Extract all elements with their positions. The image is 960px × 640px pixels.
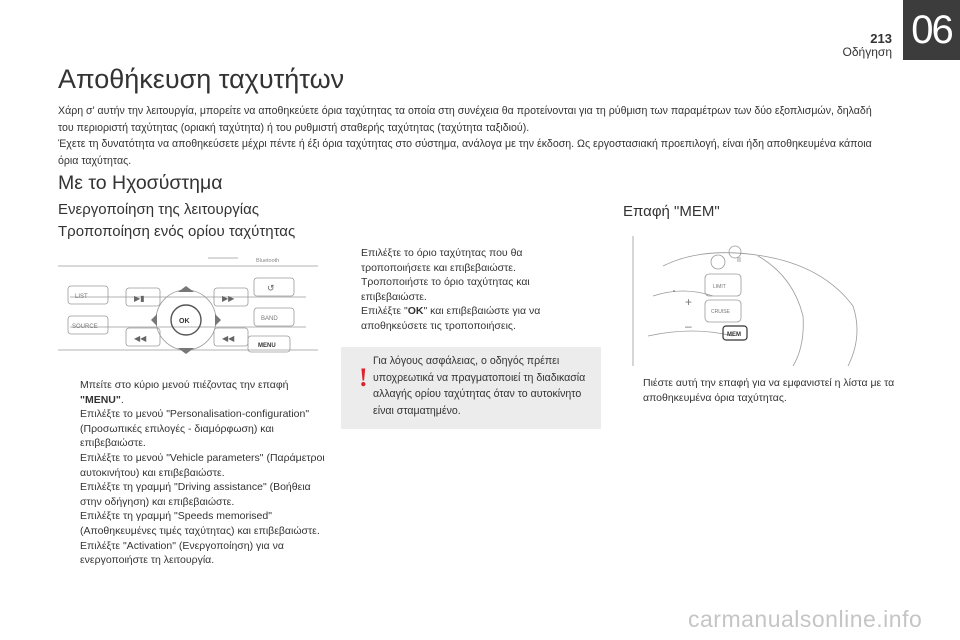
mem-steps bbox=[623, 376, 903, 405]
list-item bbox=[60, 480, 330, 509]
step-text: Επιλέξτε "Activation" (Ενεργοποίηση) για να ενεργοποιήστε τη λειτουργία. bbox=[80, 539, 284, 567]
play-pause-icon: ▶▮ bbox=[134, 294, 145, 303]
panel-label-list: LIST bbox=[75, 294, 88, 300]
list-item bbox=[60, 539, 330, 568]
wheel-label-limit: LIMIT bbox=[713, 284, 726, 290]
list-item bbox=[60, 407, 330, 451]
skip-back-icon: ◀◀ bbox=[134, 334, 147, 343]
chapter-number-box: 06 bbox=[903, 0, 960, 60]
panel-label-menu: MENU bbox=[258, 343, 276, 349]
intro-paragraph-1: Χάρη σ' αυτήν την λειτουργία, μπορείτε να αποθηκεύετε όρια ταχύτητας τα οποία στη συνέχεια θα προτείνονται για τη ρύθμιση των παραμέτρων των δύο εξοπλισμών, δηλαδή του περιοριστή ταχύτητας (οριακή ταχύτητα) ή του ρυθμιστή σταθερής ταχύτητας (ταχύτητα ταξιδιού). bbox=[58, 105, 872, 134]
step-text: Πιέστε αυτή την επαφή για να εμφανιστεί η λίστα με τα αποθηκευμένα όρια ταχύτητας. bbox=[643, 377, 895, 404]
panel-label-bluetooth: Bluetooth bbox=[256, 258, 280, 264]
step-text: Μπείτε στο κύριο μενού πιέζοντας την επαφή bbox=[80, 379, 289, 391]
back-icon: ↺ bbox=[267, 283, 275, 293]
sub-heading-modify: Τροποποίηση ενός ορίου ταχύτητας bbox=[58, 223, 296, 240]
warning-icon: ! bbox=[359, 363, 368, 392]
step-strong: OK bbox=[407, 305, 424, 318]
step-text: Επιλέξτε το όριο ταχύτητας που θα τροποποιήσετε και επιβεβαιώστε. bbox=[361, 247, 523, 274]
warning-box bbox=[341, 347, 601, 429]
list-item bbox=[341, 246, 591, 275]
list-item bbox=[60, 509, 330, 538]
double-left-icon: ◀◀ bbox=[222, 334, 235, 343]
step-text: Επιλέξτε τη γραμμή "Speeds memorised" (Αποθηκευμένες τιμές ταχύτητας) και επιβεβαιώστε. bbox=[80, 510, 320, 537]
minus-icon: – bbox=[685, 319, 692, 333]
warning-text: Για λόγους ασφάλειας, ο οδηγός πρέπει υποχρεωτικά να πραγματοποιεί τη διαδικασία αλλαγής ορίου ταχύτητας όταν το αυτοκίνητο είναι σταματημένο. bbox=[373, 355, 586, 417]
activation-steps bbox=[60, 378, 330, 568]
list-item bbox=[341, 275, 591, 304]
step-strong: "MENU" bbox=[80, 393, 121, 406]
list-item bbox=[60, 451, 330, 480]
list-item bbox=[60, 378, 330, 407]
section-heading: Με το Ηχοσύστημα bbox=[58, 172, 223, 194]
modify-steps bbox=[341, 246, 591, 334]
page-title: Αποθήκευση ταχυτήτων bbox=[58, 64, 345, 94]
pause-icon: II bbox=[737, 257, 741, 264]
step-text: Επιλέξτε " bbox=[361, 305, 408, 318]
list-item bbox=[623, 376, 903, 405]
panel-label-ok: OK bbox=[179, 318, 190, 325]
watermark: carmanualsonline.info bbox=[688, 606, 923, 632]
panel-label-source: SOURCE bbox=[72, 324, 98, 330]
list-item bbox=[341, 304, 591, 333]
wheel-label-mem: MEM bbox=[727, 332, 741, 338]
page-number: 213 bbox=[870, 31, 892, 46]
intro-text bbox=[58, 103, 888, 169]
sub-heading-mem: Επαφή "MEM" bbox=[623, 203, 720, 220]
step-text: Επιλέξτε το μενού "Vehicle parameters" (Παράμετροι αυτοκινήτου) και επιβεβαιώστε. bbox=[80, 451, 325, 479]
speedometer-icon: ◔ bbox=[671, 287, 676, 296]
step-text-post: " και επιβεβαιώστε για να αποθηκεύσετε τις τροποποιήσεις. bbox=[361, 305, 541, 332]
double-right-icon: ▶▶ bbox=[222, 294, 235, 303]
audio-panel-illustration bbox=[58, 252, 318, 362]
wheel-label-cruise: CRUISE bbox=[711, 309, 730, 315]
step-text: Τροποποιήστε το όριο ταχύτητας και επιβεβαιώστε. bbox=[361, 276, 530, 303]
steering-wheel-illustration bbox=[623, 226, 893, 366]
step-text: Επιλέξτε το μενού "Personalisation-configuration" (Προσωπικές επιλογές - διαμόρφωση) και επιβεβαιώστε. bbox=[80, 408, 310, 450]
plus-icon: + bbox=[685, 295, 693, 309]
chapter-name: Οδήγηση bbox=[842, 45, 892, 59]
sub-heading-activation: Ενεργοποίηση της λειτουργίας bbox=[58, 201, 259, 218]
panel-label-band: BAND bbox=[261, 316, 278, 322]
intro-paragraph-2: Έχετε τη δυνατότητα να αποθηκεύσετε μέχρι πέντε ή έξι όρια ταχύτητας στο σύστημα, ανάλογα με την έκδοση. Ως εργοστασιακή προεπιλογή, είναι ήδη αποθηκευμένα κάποια όρια ταχύτητας. bbox=[58, 138, 872, 167]
step-text-post: . bbox=[120, 393, 124, 406]
step-text: Επιλέξτε τη γραμμή "Driving assistance" (Βοήθεια στην οδήγηση) και επιβεβαιώστε. bbox=[80, 481, 311, 508]
